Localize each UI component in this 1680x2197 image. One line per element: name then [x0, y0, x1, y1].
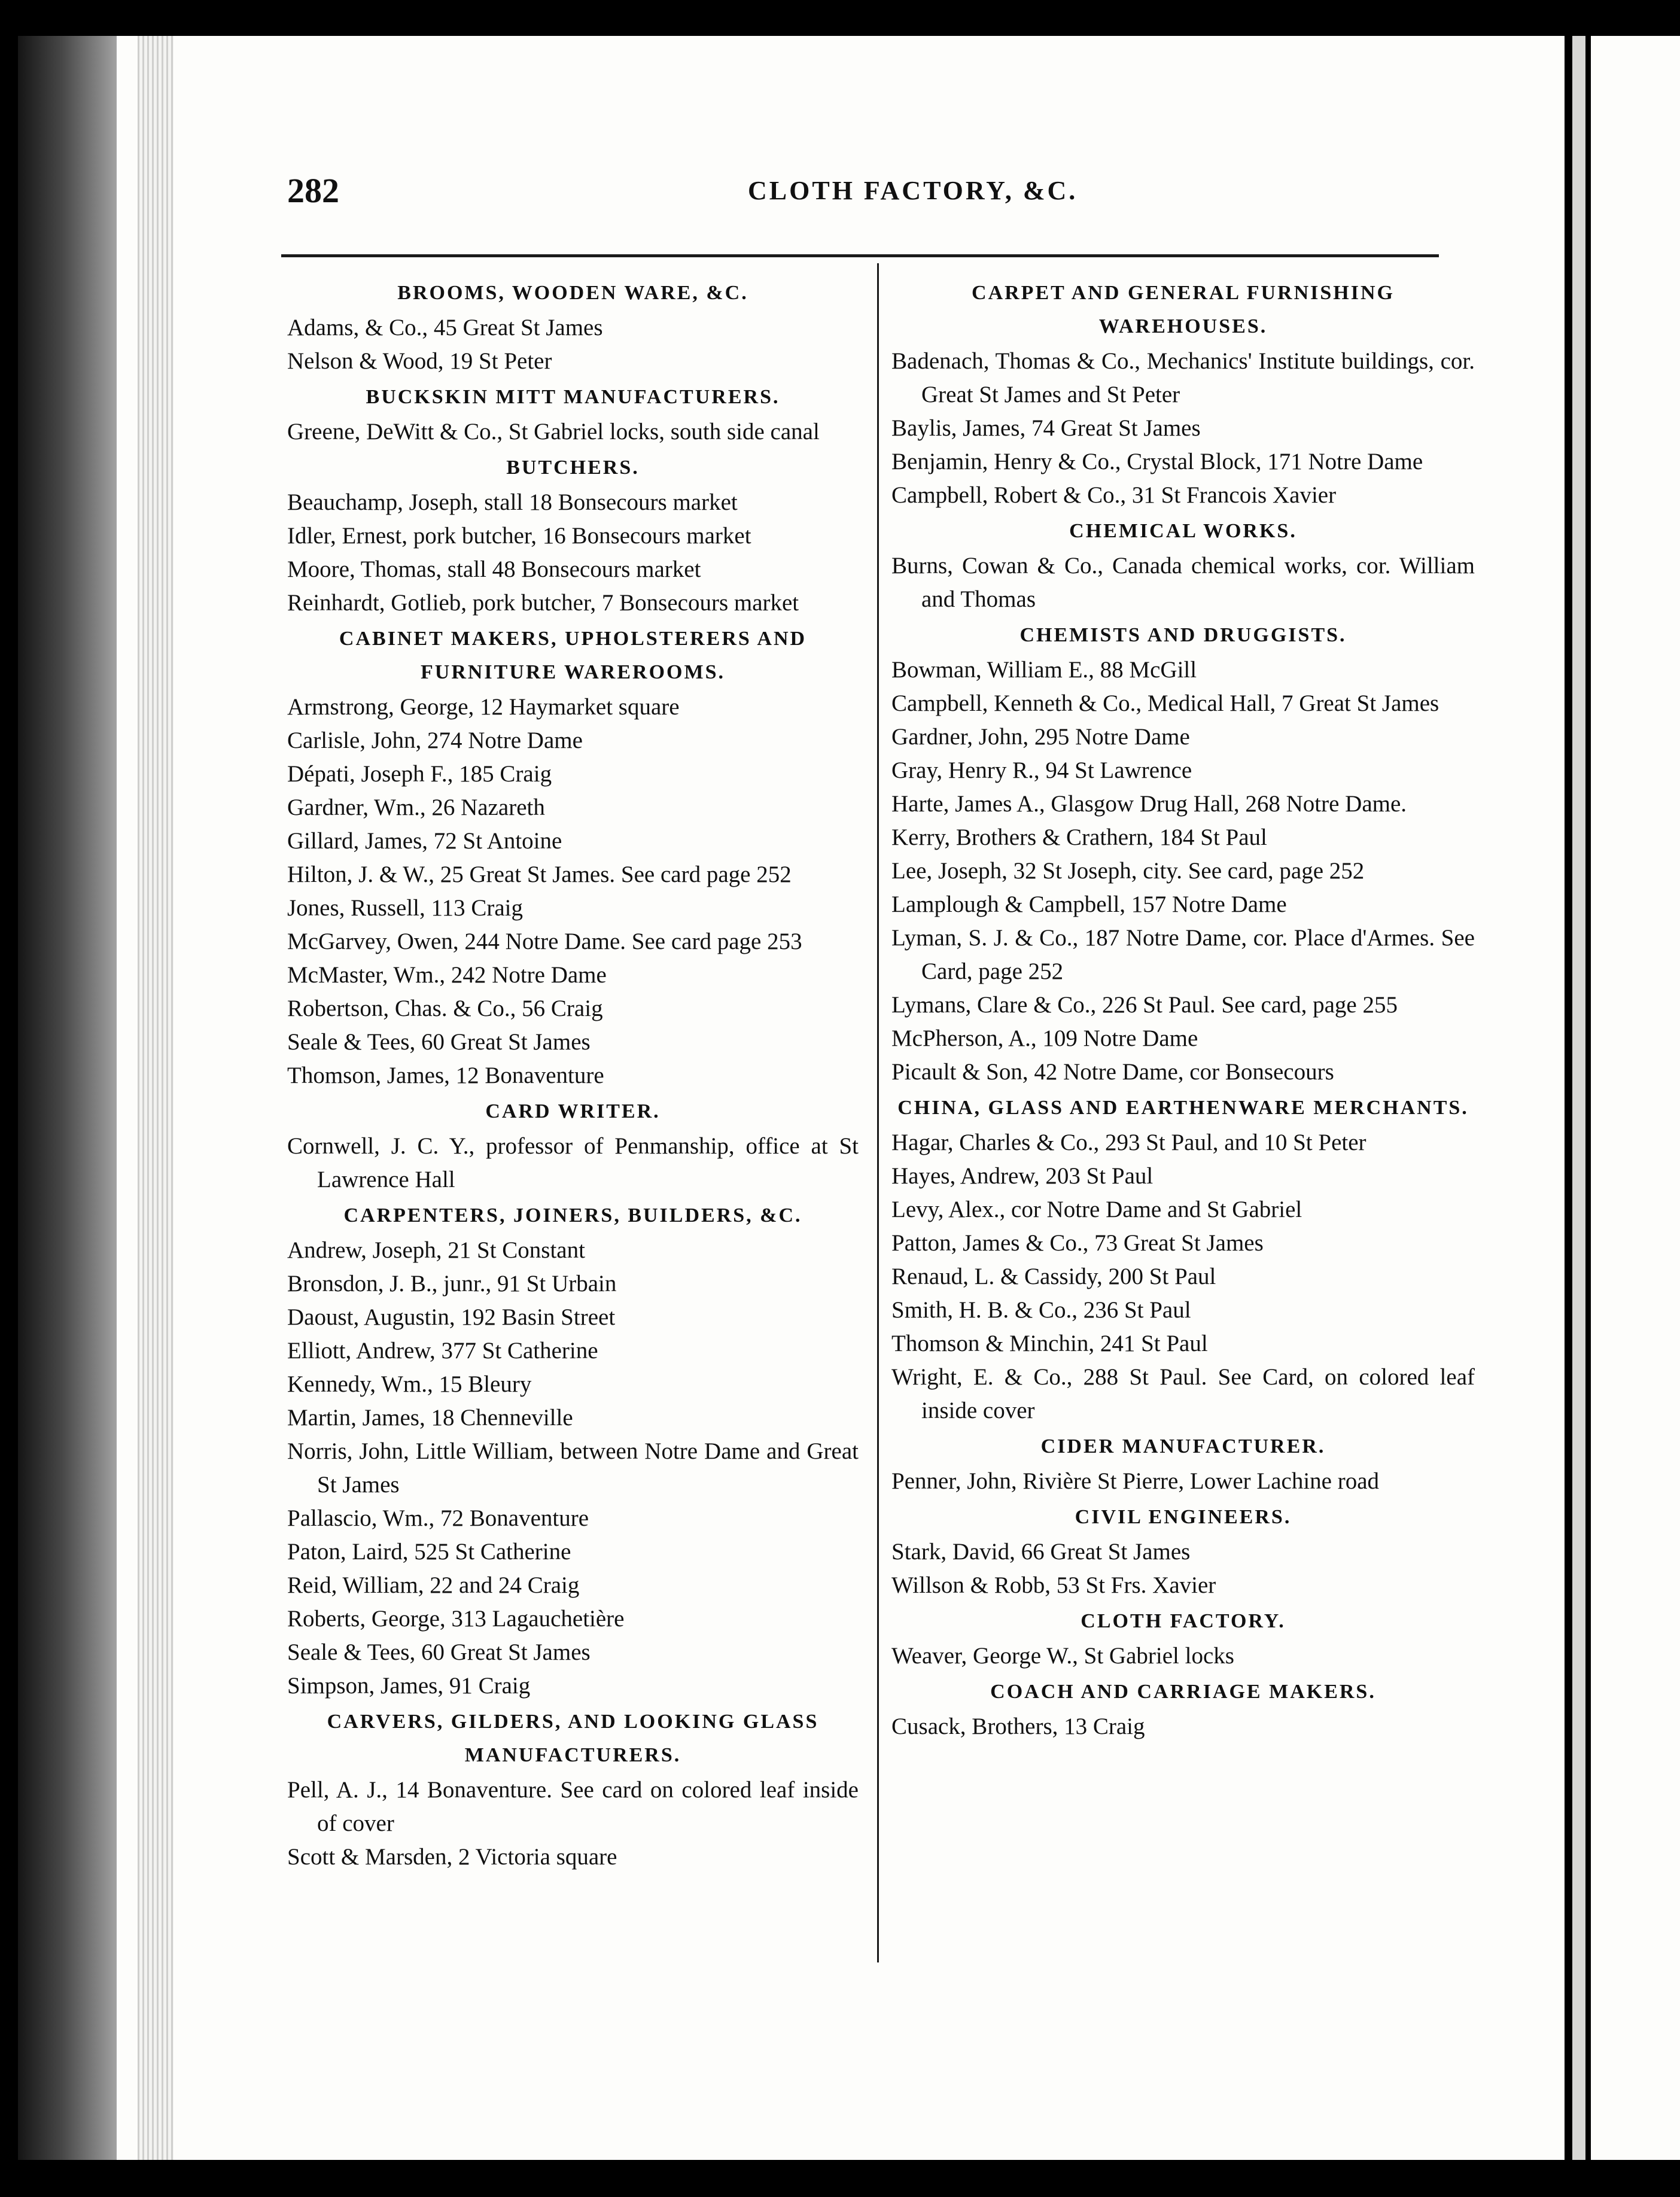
- section-heading: BUTCHERS.: [506, 457, 640, 479]
- next-page-sliver: [1591, 36, 1680, 2160]
- directory-entry: Bronsdon, J. B., junr., 91 St Urbain: [287, 1271, 617, 1297]
- left-column: [287, 274, 859, 1874]
- section-heading: COACH AND CARRIAGE MAKERS.: [990, 1681, 1376, 1703]
- directory-entry: Levy, Alex., cor Notre Dame and St Gabriel: [891, 1197, 1302, 1222]
- page-edge-right: [1572, 36, 1585, 2160]
- section-heading: CIVIL ENGINEERS.: [1075, 1506, 1292, 1528]
- directory-entry: Harte, James A., Glasgow Drug Hall, 268 Notre Dame.: [891, 791, 1407, 817]
- directory-entry: Pallascio, Wm., 72 Bonaventure: [287, 1505, 589, 1531]
- directory-entry: Dépati, Joseph F., 185 Craig: [287, 761, 552, 787]
- directory-entry: Hayes, Andrew, 203 St Paul: [891, 1163, 1154, 1189]
- directory-entry: Reid, William, 22 and 24 Craig: [287, 1572, 580, 1598]
- running-head: CLOTH FACTORY, &C.: [748, 176, 1078, 205]
- directory-entry: Patton, James & Co., 73 Great St James: [891, 1230, 1264, 1256]
- directory-entry: Penner, John, Rivière St Pierre, Lower Lachine road: [891, 1468, 1380, 1494]
- directory-entry: Campbell, Kenneth & Co., Medical Hall, 7 Great St James: [891, 690, 1439, 716]
- directory-entry: Carlisle, John, 274 Notre Dame: [287, 728, 583, 753]
- directory-entry: Adams, & Co., 45 Great St James: [287, 315, 603, 340]
- right-column: [891, 274, 1475, 1743]
- directory-entry: Cusack, Brothers, 13 Craig: [891, 1714, 1145, 1739]
- directory-entry: Baylis, James, 74 Great St James: [891, 415, 1201, 441]
- page-number: 282: [287, 171, 339, 210]
- section-heading: CHINA, GLASS AND EARTHENWARE MERCHANTS.: [897, 1097, 1469, 1119]
- directory-entry: Renaud, L. & Cassidy, 200 St Paul: [891, 1264, 1216, 1289]
- directory-entry: Seale & Tees, 60 Great St James: [287, 1639, 591, 1665]
- page-header: [287, 171, 1436, 224]
- directory-entry: Burns, Cowan & Co., Canada chemical works, cor. William and Thomas: [891, 553, 1475, 612]
- directory-entry: Robertson, Chas. & Co., 56 Craig: [287, 996, 603, 1021]
- directory-entry: Idler, Ernest, pork butcher, 16 Bonsecours market: [287, 523, 751, 549]
- directory-entry: Gardner, Wm., 26 Nazareth: [287, 795, 545, 820]
- section-heading: CIDER MANUFACTURER.: [1040, 1435, 1326, 1457]
- directory-entry: Lymans, Clare & Co., 226 St Paul. See card, page 255: [891, 992, 1398, 1018]
- directory-entry: Seale & Tees, 60 Great St James: [287, 1029, 591, 1055]
- directory-entry: Armstrong, George, 12 Haymarket square: [287, 694, 680, 720]
- directory-entry: Jones, Russell, 113 Craig: [287, 895, 523, 921]
- directory-entry: Martin, James, 18 Chenneville: [287, 1405, 573, 1431]
- section-heading: CABINET MAKERS, UPHOLSTERERS AND FURNITURE WAREROOMS.: [339, 628, 807, 683]
- directory-entry: Campbell, Robert & Co., 31 St Francois Xavier: [891, 482, 1337, 508]
- directory-entry: Bowman, William E., 88 McGill: [891, 657, 1197, 683]
- directory-entry: Simpson, James, 91 Craig: [287, 1673, 531, 1699]
- section-heading: CARVERS, GILDERS, AND LOOKING GLASS MANUFACTURERS.: [327, 1711, 819, 1766]
- directory-entry: McMaster, Wm., 242 Notre Dame: [287, 962, 607, 988]
- directory-entry: Nelson & Wood, 19 St Peter: [287, 348, 552, 374]
- header-rule: [281, 254, 1439, 257]
- directory-entry: Kennedy, Wm., 15 Bleury: [287, 1371, 532, 1397]
- directory-entry: Willson & Robb, 53 St Frs. Xavier: [891, 1572, 1216, 1598]
- directory-entry: Scott & Marsden, 2 Victoria square: [287, 1844, 617, 1870]
- directory-entry: Lamplough & Campbell, 157 Notre Dame: [891, 891, 1287, 917]
- directory-entry: McGarvey, Owen, 244 Notre Dame. See card page 253: [287, 929, 802, 954]
- directory-entry: Beauchamp, Joseph, stall 18 Bonsecours market: [287, 489, 738, 515]
- section-heading: CHEMISTS AND DRUGGISTS.: [1019, 624, 1347, 646]
- directory-entry: Stark, David, 66 Great St James: [891, 1539, 1191, 1565]
- directory-entry: Gardner, John, 295 Notre Dame: [891, 724, 1190, 750]
- directory-entry: Andrew, Joseph, 21 St Constant: [287, 1237, 585, 1263]
- section-heading: BUCKSKIN MITT MANUFACTURERS.: [366, 386, 780, 408]
- section-heading: CARPENTERS, JOINERS, BUILDERS, &C.: [343, 1204, 802, 1227]
- directory-entry: Gray, Henry R., 94 St Lawrence: [891, 757, 1192, 783]
- directory-entry: Hagar, Charles & Co., 293 St Paul, and 10 St Peter: [891, 1130, 1366, 1155]
- directory-entry: Daoust, Augustin, 192 Basin Street: [287, 1304, 616, 1330]
- directory-entry: Cornwell, J. C. Y., professor of Penmanship, office at St Lawrence Hall: [287, 1133, 859, 1192]
- directory-entry: Picault & Son, 42 Notre Dame, cor Bonsecours: [891, 1059, 1334, 1085]
- directory-entry: Gillard, James, 72 St Antoine: [287, 828, 562, 854]
- directory-entry: Pell, A. J., 14 Bonaventure. See card on colored leaf inside of cover: [287, 1777, 859, 1836]
- directory-entry: Benjamin, Henry & Co., Crystal Block, 171 Notre Dame: [891, 449, 1423, 474]
- directory-entry: Greene, DeWitt & Co., St Gabriel locks, south side canal: [287, 419, 820, 445]
- column-divider: [877, 263, 879, 1962]
- directory-entry: Lyman, S. J. & Co., 187 Notre Dame, cor. Place d'Armes. See Card, page 252: [891, 925, 1475, 984]
- directory-entry: Elliott, Andrew, 377 St Catherine: [287, 1338, 598, 1364]
- section-heading: CARPET AND GENERAL FURNISHING WAREHOUSES.: [972, 282, 1395, 337]
- directory-entry: Norris, John, Little William, between Notre Dame and Great St James: [287, 1438, 859, 1498]
- directory-entry: Lee, Joseph, 32 St Joseph, city. See card, page 252: [891, 858, 1365, 884]
- directory-entry: Hilton, J. & W., 25 Great St James. See card page 252: [287, 862, 792, 887]
- directory-entry: Moore, Thomas, stall 48 Bonsecours market: [287, 556, 701, 582]
- directory-entry: Roberts, George, 313 Lagauchetière: [287, 1606, 625, 1632]
- directory-entry: Thomson & Minchin, 241 St Paul: [891, 1331, 1208, 1356]
- directory-entry: Badenach, Thomas & Co., Mechanics' Institute buildings, cor. Great St James and St Peter: [891, 348, 1475, 407]
- directory-entry: Reinhardt, Gotlieb, pork butcher, 7 Bonsecours market: [287, 590, 799, 616]
- directory-entry: Wright, E. & Co., 288 St Paul. See Card, on colored leaf inside cover: [891, 1364, 1475, 1423]
- directory-entry: Weaver, George W., St Gabriel locks: [891, 1643, 1234, 1669]
- page-edge-stripes: [138, 36, 174, 2160]
- section-heading: CARD WRITER.: [485, 1100, 661, 1122]
- section-heading: CHEMICAL WORKS.: [1069, 520, 1297, 542]
- directory-entry: Kerry, Brothers & Crathern, 184 St Paul: [891, 824, 1267, 850]
- section-heading: BROOMS, WOODEN WARE, &C.: [397, 282, 748, 304]
- directory-entry: Thomson, James, 12 Bonaventure: [287, 1063, 604, 1088]
- directory-entry: Paton, Laird, 525 St Catherine: [287, 1539, 571, 1565]
- directory-entry: Smith, H. B. & Co., 236 St Paul: [891, 1297, 1191, 1323]
- directory-entry: McPherson, A., 109 Notre Dame: [891, 1026, 1198, 1051]
- page-gap-right: [1585, 36, 1591, 2160]
- section-heading: CLOTH FACTORY.: [1081, 1610, 1286, 1632]
